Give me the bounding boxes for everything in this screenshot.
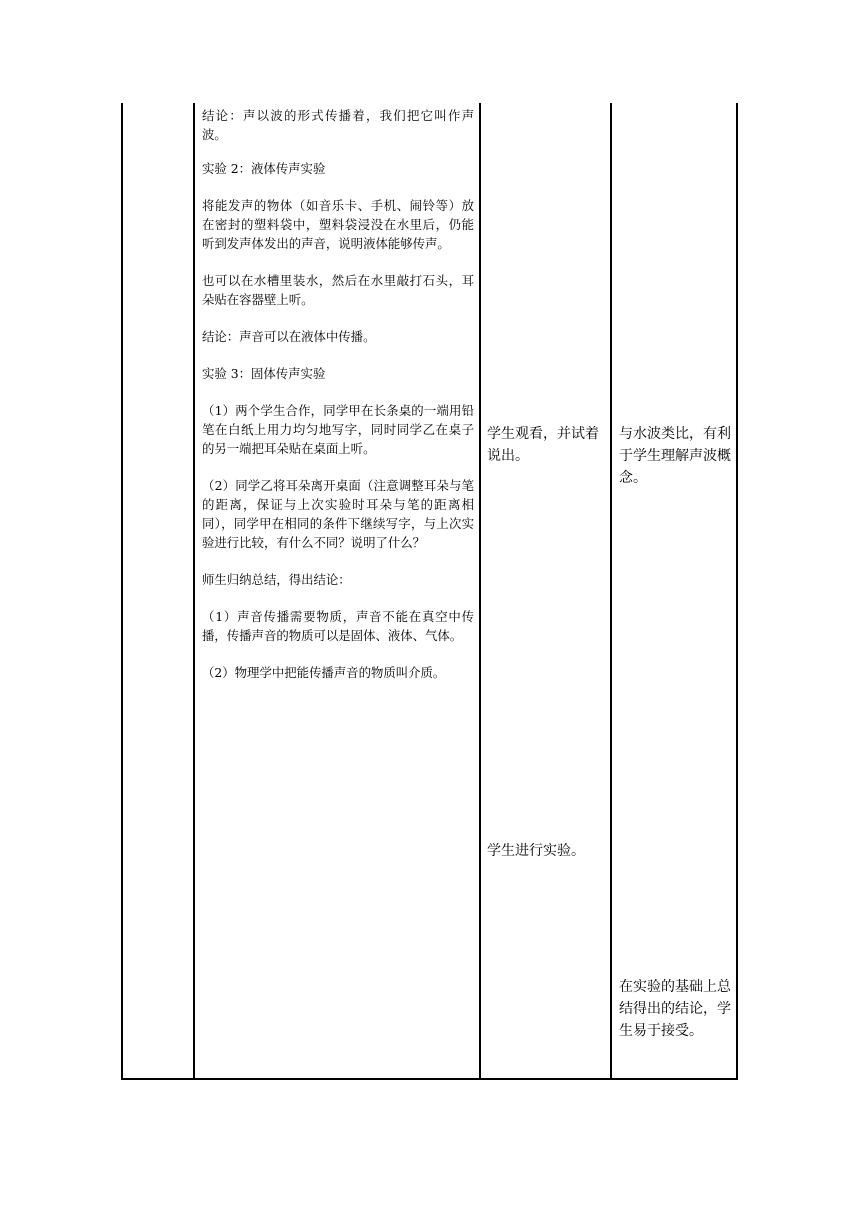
experiment-2-description: 将能发声的物体（如音乐卡、手机、闹铃等）放在密封的塑料袋中，塑料袋浸没在水里后，仍能听到发声体发出的声音，说明液体能够传声。 bbox=[202, 198, 474, 251]
table-border-bottom bbox=[121, 1078, 738, 1080]
experiment-2-alternative: 也可以在水槽里装水，然后在水里敲打石头，耳朵贴在容器壁上听。 bbox=[202, 273, 474, 307]
column-divider-2 bbox=[479, 103, 481, 1080]
summary-point-2: （2）物理学中把能传播声音的物质叫介质。 bbox=[202, 665, 446, 680]
experiment-3-step-2: （2）同学乙将耳朵离开桌面（注意调整耳朵与笔的距离，保证与上次实验时耳朵与笔的距离相同），同学甲在相同的条件下继续写字，与上次实验进行比较，有什么不同？说明了什么？ bbox=[202, 478, 474, 550]
experiment-2-title: 实验 2：液体传声实验 bbox=[202, 161, 326, 176]
conclusion-liquid: 结论：声音可以在液体中传播。 bbox=[202, 329, 376, 344]
conclusion-sound-wave: 结论：声以波的形式传播着，我们把它叫作声波。 bbox=[202, 108, 474, 142]
design-intent-note-1: 与水波类比，有利于学生理解声波概念。 bbox=[619, 426, 731, 486]
table-border-left bbox=[121, 103, 123, 1080]
student-activity-note-2: 学生进行实验。 bbox=[487, 843, 585, 859]
experiment-3-step-1: （1）两个学生合作，同学甲在长条桌的一端用铅笔在白纸上用力均匀地写字，同时同学乙在桌子的另一端把耳朵贴在桌面上听。 bbox=[202, 403, 474, 456]
student-activity-note-1: 学生观看，并试着说出。 bbox=[487, 426, 599, 464]
experiment-3-title: 实验 3：固体传声实验 bbox=[202, 366, 326, 381]
design-intent-note-2: 在实验的基础上总结得出的结论，学生易于接受。 bbox=[619, 979, 731, 1039]
column-divider-3 bbox=[610, 103, 612, 1080]
summary-point-1: （1）声音传播需要物质，声音不能在真空中传播，传播声音的物质可以是固体、液体、气体。 bbox=[202, 609, 474, 643]
column-divider-1 bbox=[193, 103, 195, 1080]
teaching-content-column bbox=[202, 106, 474, 700]
table-border-right bbox=[736, 103, 738, 1080]
summary-intro: 师生归纳总结，得出结论： bbox=[202, 572, 351, 587]
